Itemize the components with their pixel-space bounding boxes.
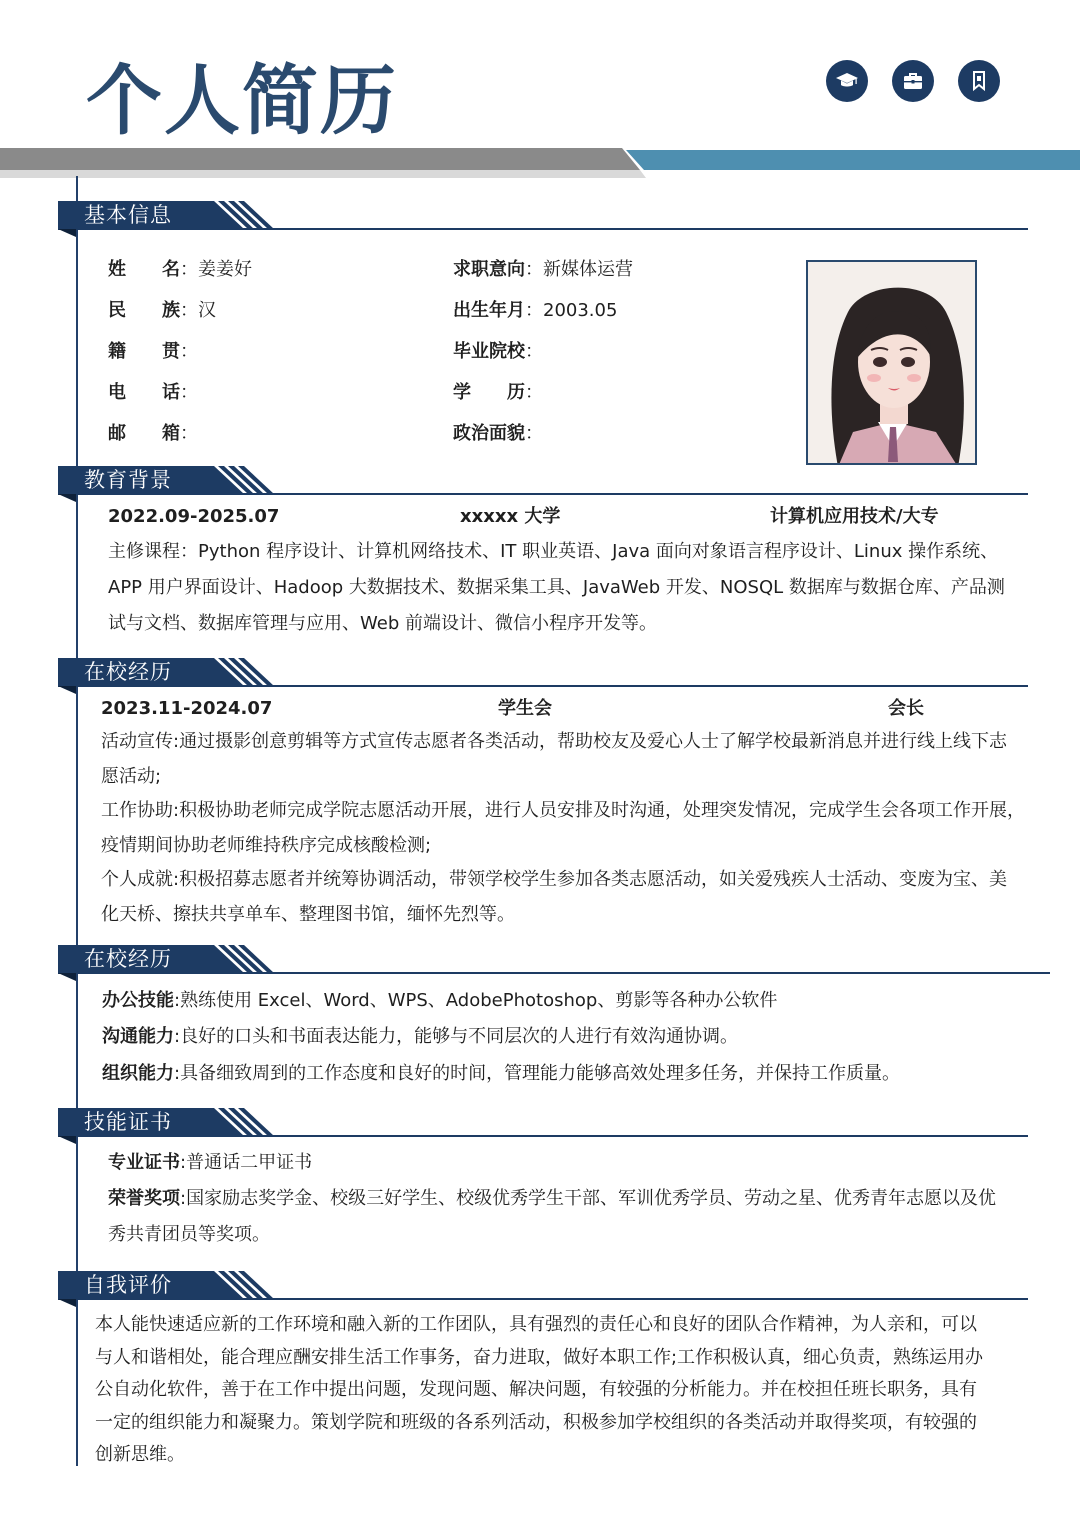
- certificate-row: [108, 1151, 312, 1175]
- name-value: ：姜姜好: [180, 259, 252, 280]
- origin-row: [108, 340, 198, 364]
- degree-row: [453, 381, 543, 405]
- campus-details: [101, 725, 1041, 932]
- header-band: [0, 148, 1080, 182]
- honors-line: 秀共青团员等奖项。: [108, 1224, 270, 1245]
- office-skill-row: [102, 989, 777, 1013]
- education-major: 计算机应用技术/大专: [770, 506, 939, 527]
- email-label: 邮 箱: [108, 423, 180, 444]
- section-title: 技能证书: [58, 1108, 188, 1136]
- section-header-basic: [58, 201, 1028, 237]
- self-evaluation-text: [95, 1309, 1045, 1472]
- nation-label: 民 族: [108, 300, 180, 321]
- ribbon-fold: [58, 686, 76, 694]
- stripes-decoration: [186, 201, 296, 229]
- self-eval-line: 公自动化软件，善于在工作中提出问题，发现问题、解决问题，有较强的分析能力。并在校担任班长职务，具有: [95, 1379, 977, 1400]
- courses-line: 试与文档、数据库管理与应用、Web 前端设计、微信小程序开发等。: [108, 613, 657, 634]
- section-title: 在校经历: [58, 658, 188, 686]
- organization-label: 组织能力: [102, 1063, 174, 1084]
- ribbon-fold: [58, 973, 76, 981]
- birth-label: 出生年月: [453, 300, 525, 321]
- ribbon-fold: [58, 1299, 76, 1307]
- campus-line: 化天桥、擦扶共享单车、整理图书馆，缅怀先烈等。: [101, 903, 515, 925]
- communication-text: :良好的口头和书面表达能力，能够与不同层次的人进行有效沟通协调。: [174, 1026, 739, 1047]
- section-title: 自我评价: [58, 1271, 188, 1299]
- campus-line: 疫情期间协助老师维持秩序完成核酸检测;: [101, 834, 432, 856]
- graduation-cap-icon: [826, 60, 868, 102]
- section-rule: [58, 685, 1028, 687]
- stripes-decoration: [186, 1108, 296, 1136]
- section-header-self-eval: [58, 1271, 1028, 1307]
- page-title: 个人简历: [86, 56, 398, 145]
- ribbon-fold: [58, 1136, 76, 1144]
- politics-row: [453, 422, 543, 446]
- courses-line: APP 用户界面设计、Hadoop 大数据技术、数据采集工具、JavaWeb 开发、NOSQL 数据库与数据仓库、产品测: [108, 577, 1005, 598]
- self-eval-line: 本人能快速适应新的工作环境和融入新的工作团队，具有强烈的责任心和良好的团队合作精神，为人亲和，可以: [95, 1314, 977, 1335]
- campus-line: 愿活动;: [101, 765, 162, 787]
- name-label: 姓 名: [108, 259, 180, 280]
- section-rule: [58, 1135, 1028, 1137]
- bookmark-icon: [958, 60, 1000, 102]
- office-skill-label: 办公技能: [102, 990, 174, 1011]
- campus-line: 活动宣传:通过摄影创意剪辑等方式宣传志愿者各类活动，帮助校友及爱心人士了解学校最新消息并进行线上线下志: [101, 731, 1008, 752]
- stripes-decoration: [186, 658, 296, 686]
- origin-label: 籍 贯: [108, 341, 180, 362]
- campus-line: 个人成就:积极招募志愿者并统筹协调活动，带领学校学生参加各类志愿活动，如关爱残疾人士活动、变废为宝、美: [101, 869, 1008, 890]
- section-header-certificates: [58, 1108, 1028, 1144]
- certificate-label: 专业证书: [108, 1152, 180, 1173]
- organization-row: [102, 1062, 900, 1086]
- name-row: [108, 258, 252, 282]
- section-header-campus: [58, 658, 1028, 694]
- courses-line: 主修课程：Python 程序设计、计算机网络技术、IT 职业英语、Java 面向对象语言程序设计、Linux 操作系统、: [108, 541, 999, 562]
- section-rule: [58, 228, 1028, 230]
- nation-row: [108, 299, 216, 323]
- school-label: 毕业院校: [453, 341, 525, 362]
- ribbon-fold: [58, 229, 76, 237]
- section-header-education: [58, 466, 1028, 502]
- intent-label: 求职意向: [453, 259, 525, 280]
- phone-row: [108, 381, 198, 405]
- campus-role: 会长: [888, 698, 924, 719]
- birth-value: ：2003.05: [525, 300, 618, 321]
- section-title: 基本信息: [58, 201, 188, 229]
- degree-value: ：: [525, 382, 543, 403]
- section-title: 在校经历: [58, 945, 188, 973]
- campus-line: 工作协助:积极协助老师完成学院志愿活动开展，进行人员安排及时沟通，处理突发情况，完成学生会各项工作开展，: [101, 800, 1026, 821]
- office-skill-text: :熟练使用 Excel、Word、WPS、AdobePhotoshop、剪影等各种办公软件: [174, 990, 778, 1011]
- phone-value: ：: [180, 382, 198, 403]
- origin-value: ：: [180, 341, 198, 362]
- header-icons: [826, 60, 1000, 102]
- education-period: 2022.09-2025.07: [108, 506, 280, 527]
- campus-org: 学生会: [498, 698, 552, 719]
- communication-row: [102, 1025, 738, 1049]
- self-eval-line: 与人和谐相处，能合理应酬安排生活工作事务，奋力进取，做好本职工作;工作积极认真，细心负责，熟练运用办: [95, 1346, 984, 1368]
- stripes-decoration: [186, 466, 296, 494]
- ribbon-fold: [58, 494, 76, 502]
- politics-label: 政治面貌: [453, 423, 525, 444]
- education-courses: [108, 534, 1038, 642]
- education-school: xxxxx 大学: [460, 506, 561, 527]
- communication-label: 沟通能力: [102, 1026, 174, 1047]
- politics-value: ：: [525, 423, 543, 444]
- intent-value: ：新媒体运营: [525, 259, 633, 280]
- birth-row: [453, 299, 617, 323]
- email-value: ：: [180, 423, 198, 444]
- section-header-abilities: [58, 945, 1050, 981]
- email-row: [108, 422, 198, 446]
- campus-period: 2023.11-2024.07: [101, 698, 273, 719]
- phone-label: 电 话: [108, 382, 180, 403]
- certificate-text: :普通话二甲证书: [180, 1152, 313, 1173]
- organization-text: :具备细致周到的工作态度和良好的时间，管理能力能够高效处理多任务，并保持工作质量。: [174, 1063, 901, 1084]
- honors-text: :国家励志奖学金、校级三好学生、校级优秀学生干部、军训优秀学员、劳动之星、优秀青年志愿以及优: [180, 1188, 997, 1209]
- profile-photo: [806, 260, 977, 465]
- school-row: [453, 340, 543, 364]
- intent-row: [453, 258, 633, 282]
- self-eval-line: 创新思维。: [95, 1444, 185, 1465]
- stripes-decoration: [186, 945, 296, 973]
- honors-block: [108, 1181, 1038, 1253]
- nation-value: ：汉: [180, 300, 216, 321]
- section-rule: [58, 493, 1028, 495]
- school-value: ：: [525, 341, 543, 362]
- section-rule: [58, 1298, 1028, 1300]
- honors-label: 荣誉奖项: [108, 1188, 180, 1209]
- briefcase-icon: [892, 60, 934, 102]
- stripes-decoration: [186, 1271, 296, 1299]
- section-title: 教育背景: [58, 466, 188, 494]
- degree-label: 学 历: [453, 382, 525, 403]
- self-eval-line: 一定的组织能力和凝聚力。策划学院和班级的各系列活动，积极参加学校组织的各类活动并取得奖项，有较强的: [95, 1411, 977, 1433]
- honors-line: [108, 1181, 1038, 1217]
- section-rule: [58, 972, 1050, 974]
